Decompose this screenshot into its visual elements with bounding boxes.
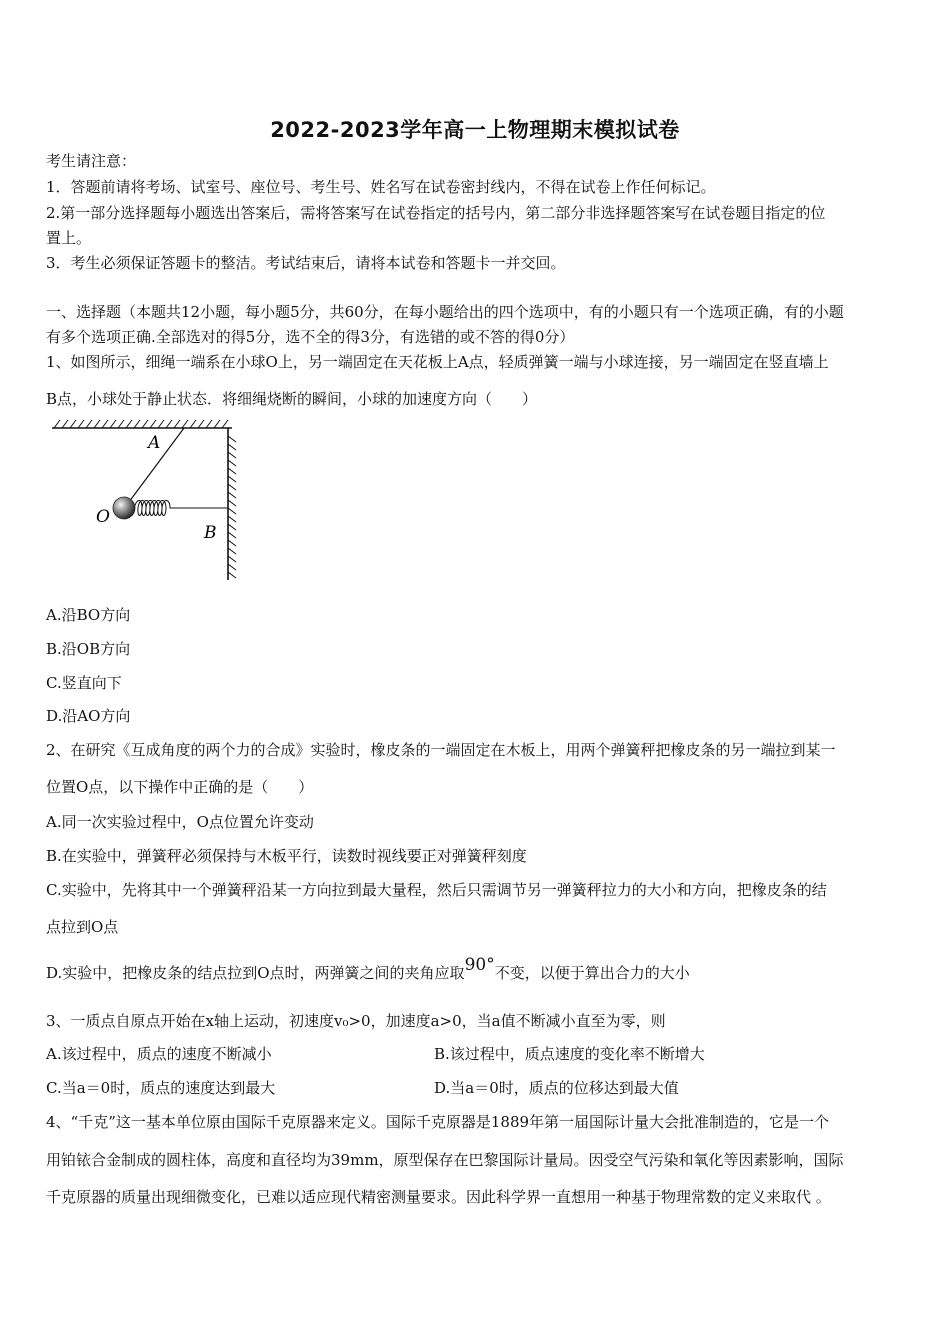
notice-item-3: 3．考生必须保证答题卡的整洁。考试结束后，请将本试卷和答题卡一并交回。 bbox=[46, 254, 566, 272]
q3-option-c: C.当a＝0时，质点的速度达到最大 bbox=[46, 1079, 276, 1097]
q4-stem-line-3: 千克原器的质量出现细微变化，已难以适应现代精密测量要求。因此科学界一直想用一种基于物理常数的定义来取代 。 bbox=[46, 1188, 831, 1206]
q1-figure-ball-spring bbox=[46, 418, 246, 584]
page-title: 2022-2023学年高一上物理期末模拟试卷 bbox=[270, 118, 680, 142]
q2-option-d-text-post: 不变，以便于算出合力的大小 bbox=[494, 964, 690, 982]
notice-item-2-cont: 置上。 bbox=[46, 229, 92, 247]
ceiling-hatch bbox=[54, 420, 228, 428]
q4-stem-line-2: 用铂铱合金制成的圆柱体，高度和直径均为39mm，原型保存在巴黎国际计量局。因受空气污染和氧化等因素影响，国际 bbox=[46, 1151, 844, 1169]
q1-option-d: D.沿AO方向 bbox=[46, 707, 131, 725]
notice-item-2: 2.第一部分选择题每小题选出答案后，需将答案写在试卷指定的括号内，第二部分非选择题答案写在试卷题目指定的位 bbox=[46, 204, 826, 222]
q1-option-c: C.竖直向下 bbox=[46, 674, 122, 692]
q2-option-a: A.同一次实验过程中，O点位置允许变动 bbox=[46, 813, 314, 831]
q3-stem: 3、一质点自原点开始在x轴上运动，初速度v₀>0，加速度a>0，当a值不断减小直至为零，则 bbox=[46, 1012, 666, 1030]
q2-option-d-text-pre: D.实验中，把橡皮条的结点拉到O点时，两弹簧之间的夹角应取 bbox=[46, 964, 465, 982]
section-heading-line-1: 一、选择题（本题共12小题，每小题5分，共60分，在每小题给出的四个选项中，有的小题只有一个选项正确，有的小题 bbox=[46, 303, 844, 321]
q1-stem-line-2: B点，小球处于静止状态．将细绳烧断的瞬间，小球的加速度方向（ ） bbox=[46, 390, 538, 408]
q2-stem-line-2: 位置O点，以下操作中正确的是（ ） bbox=[46, 778, 314, 796]
q1-option-b: B.沿OB方向 bbox=[46, 640, 131, 658]
q4-stem-line-1: 4、“千克”这一基本单位原由国际千克原器来定义。国际千克原器是1889年第一届国际计量大会批准制造的，它是一个 bbox=[46, 1113, 830, 1131]
section-heading-line-2: 有多个选项正确.全部选对的得5分，选不全的得3分，有选错的或不答的得0分） bbox=[46, 328, 575, 346]
q3-option-d: D.当a＝0时，质点的位移达到最大值 bbox=[434, 1079, 679, 1097]
notice-item-1: 1．答题前请将考场、试室号、座位号、考生号、姓名写在试卷密封线内，不得在试卷上作任何标记。 bbox=[46, 178, 716, 196]
q2-option-b: B.在实验中，弹簧秤必须保持与木板平行，读数时视线要正对弹簧秤刻度 bbox=[46, 847, 527, 865]
q1-option-a: A.沿BO方向 bbox=[46, 606, 131, 624]
q3-option-b: B.该过程中，质点速度的变化率不断增大 bbox=[434, 1045, 705, 1063]
label-b: B bbox=[204, 523, 217, 543]
ball bbox=[113, 497, 135, 519]
q2-option-d-angle: 90° bbox=[464, 955, 495, 975]
label-o: O bbox=[96, 507, 110, 527]
notice-heading: 考生请注意： bbox=[46, 152, 137, 170]
q3-option-a: A.该过程中，质点的速度不断减小 bbox=[46, 1045, 272, 1063]
q2-option-c-line-1: C.实验中，先将其中一个弹簧秤沿某一方向拉到最大量程，然后只需调节另一弹簧秤拉力的大小和方向，把橡皮条的结 bbox=[46, 881, 827, 899]
label-a: A bbox=[148, 433, 161, 453]
q2-option-c-line-2: 点拉到O点 bbox=[46, 918, 119, 936]
q1-stem-line-1: 1、如图所示，细绳一端系在小球O上，另一端固定在天花板上A点，轻质弹簧一端与小球连接，另一端固定在竖直墙上 bbox=[46, 353, 829, 371]
q2-option-d bbox=[46, 955, 908, 983]
spring-coil bbox=[134, 501, 228, 516]
q2-stem-line-1: 2、在研究《互成角度的两个力的合成》实验时，橡皮条的一端固定在木板上，用两个弹簧秤把橡皮条的另一端拉到某一 bbox=[46, 741, 836, 759]
wall-hatch bbox=[228, 436, 236, 578]
